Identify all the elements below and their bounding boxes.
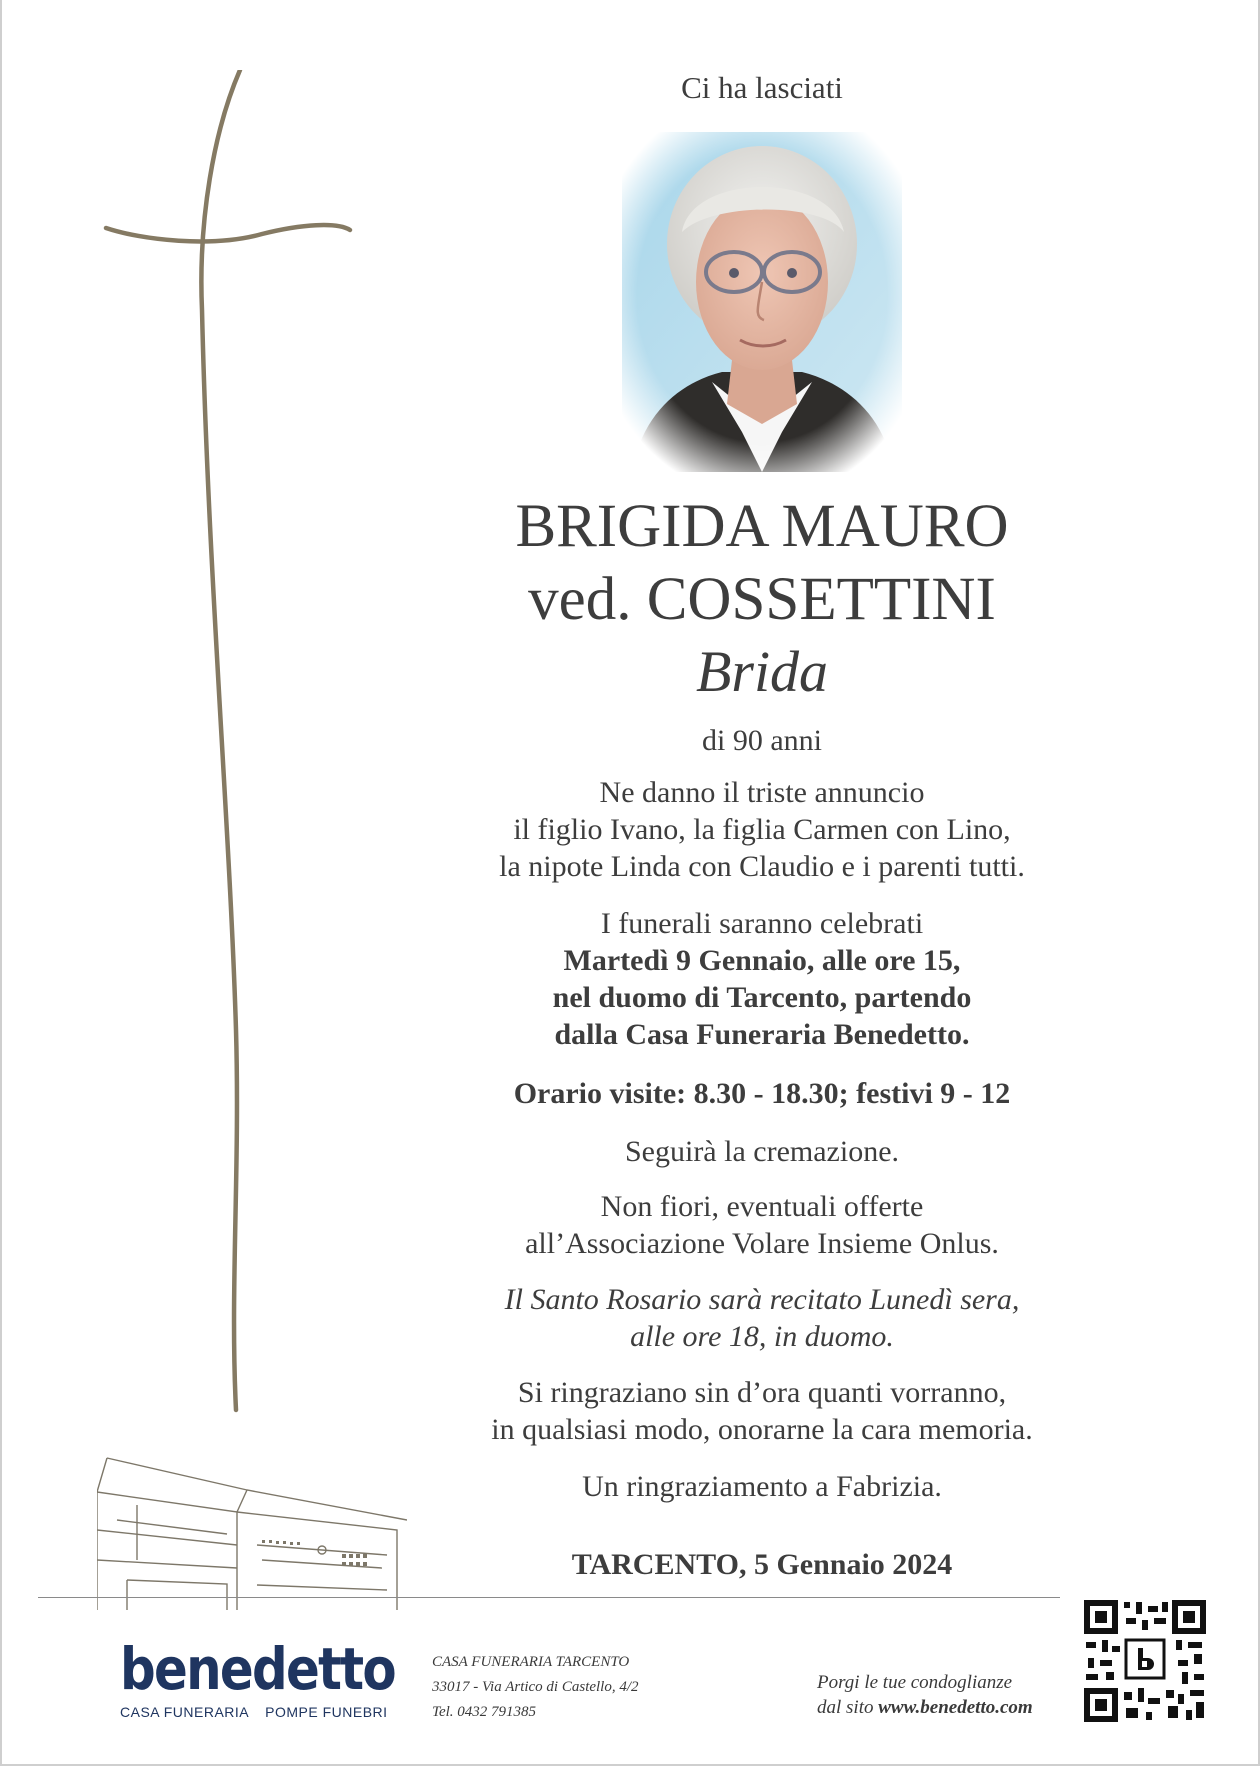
funeral-home-address: [432, 1650, 639, 1725]
deceased-nickname: Brida: [695, 639, 829, 704]
donations-block: [442, 1188, 1082, 1262]
condolences-line: Porgi le tue condoglianze: [817, 1672, 1013, 1693]
cross-icon: [102, 70, 362, 1420]
deceased-name: BRIGIDA MAURO: [515, 493, 1009, 560]
footer-divider: [38, 1597, 1060, 1598]
portrait-photo: [622, 132, 902, 472]
rosary-line: alle ore 18, in duomo.: [630, 1320, 894, 1353]
rosary-line: Il Santo Rosario sarà recitato Lunedì sera,: [504, 1283, 1020, 1316]
logo-subtitle: [120, 1704, 440, 1720]
age-text: [442, 722, 1082, 759]
address-line: 33017 - Via Artico di Castello, 4/2: [432, 1679, 639, 1695]
thanks-block: [442, 1374, 1082, 1448]
thanks-line: Si ringraziano sin d’ora quanti vorranno,: [517, 1376, 1007, 1409]
condolences-line: [817, 1695, 1033, 1720]
funeral-home-building-icon: [97, 1450, 407, 1610]
funeral-block: [442, 905, 1082, 1053]
condolences-website-link[interactable]: www.benedetto.com: [878, 1697, 1033, 1718]
condolences-note: [817, 1670, 1033, 1720]
benedetto-logo: [120, 1635, 440, 1720]
funeral-detail-line: Martedì 9 Gennaio, alle ore 15,: [563, 944, 961, 977]
donations-line: all’Associazione Volare Insieme Onlus.: [525, 1227, 999, 1260]
rosary-block: [442, 1281, 1082, 1355]
announcement-line: la nipote Linda con Claudio e i parenti tutti.: [499, 850, 1025, 883]
place-date: TARCENTO, 5 Gennaio 2024: [571, 1548, 953, 1581]
address-line: Tel. 0432 791385: [432, 1704, 537, 1720]
deceased-married-name: ved. COSSETTINI: [528, 566, 996, 633]
logo-sub-casa: CASA FUNERARIA: [120, 1704, 250, 1720]
announcement-block: [442, 774, 1082, 885]
age-line: di 90 anni: [702, 724, 822, 757]
special-thanks: Un ringraziamento a Fabrizia.: [582, 1470, 942, 1503]
logo-wordmark: benedetto: [120, 1635, 395, 1703]
announcement-line: Ne danno il triste annuncio: [599, 776, 925, 809]
logo-sub-pompe: POMPE FUNEBRI: [265, 1704, 388, 1720]
donations-line: Non fiori, eventuali offerte: [600, 1190, 924, 1223]
funeral-detail-line: nel duomo di Tarcento, partendo: [552, 981, 972, 1014]
cremation-text: Seguirà la cremazione.: [624, 1135, 900, 1168]
visiting-hours: Orario visite: 8.30 - 18.30; festivi 9 - 12: [513, 1077, 1011, 1110]
funeral-intro: I funerali saranno celebrati: [600, 907, 924, 940]
announcement-line: il figlio Ivano, la figlia Carmen con Lino,: [513, 813, 1011, 846]
address-line: CASA FUNERARIA TARCENTO: [432, 1654, 630, 1670]
qr-code-icon[interactable]: [1082, 1598, 1208, 1724]
funeral-detail-line: dalla Casa Funeraria Benedetto.: [554, 1018, 970, 1051]
condolences-prefix: dal sito: [817, 1697, 879, 1718]
intro-text: Ci ha lasciati: [681, 70, 843, 105]
thanks-line: in qualsiasi modo, onorarne la cara memoria.: [491, 1413, 1033, 1446]
